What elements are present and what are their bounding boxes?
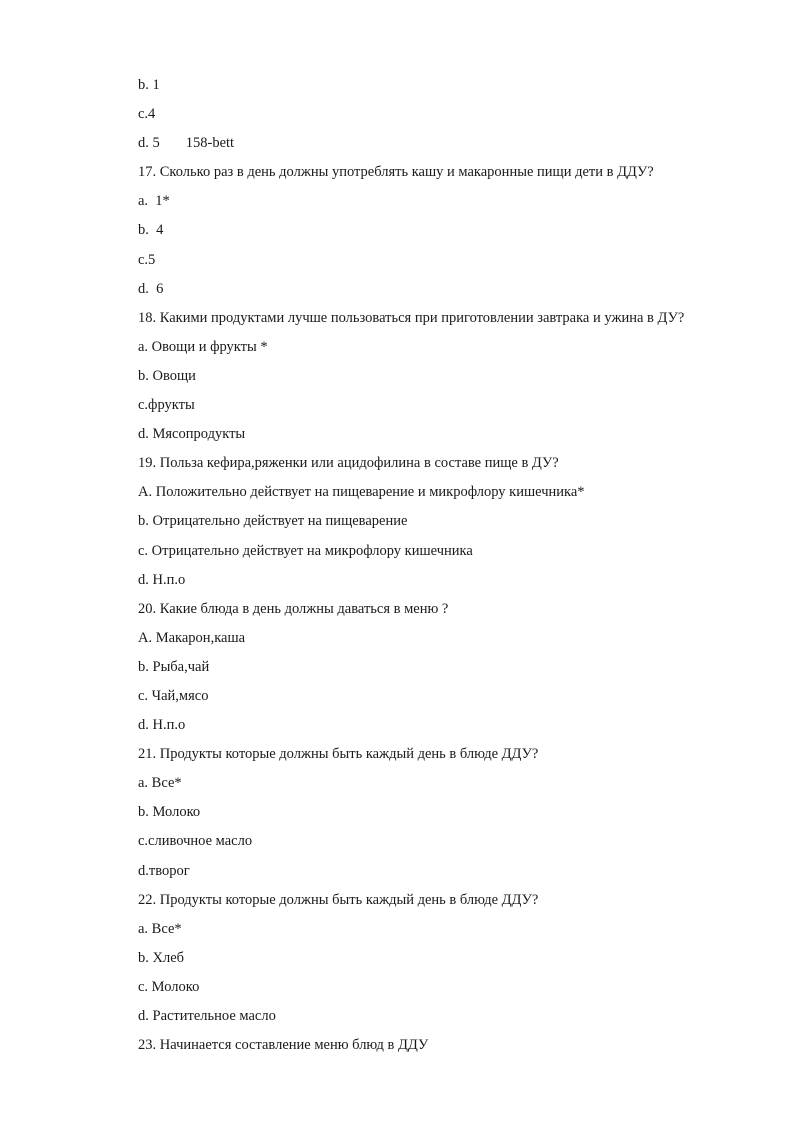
option-line: d. 6	[138, 280, 164, 297]
question-line: 17. Сколько раз в день должны употреблять кашу и макаронные пищи дети в ДДУ?	[138, 164, 654, 181]
page-note: 158-bett	[185, 135, 235, 152]
option-line: c. Чай,мясо	[138, 687, 209, 704]
option-line: d. Мясопродукты	[138, 426, 246, 443]
option-line: b. Рыба,чай	[138, 658, 210, 675]
question-line: 23. Начинается составление меню блюд в ДДУ	[138, 1037, 429, 1054]
document-body	[138, 75, 778, 1064]
option-line: b. 4	[138, 222, 164, 239]
option-line: c.4	[138, 106, 156, 123]
option-line: d. Н.п.о	[138, 571, 186, 588]
option-line: c.сливочное масло	[138, 833, 253, 850]
option-line: b. Молоко	[138, 804, 201, 821]
option-line: d.творог	[138, 862, 190, 879]
option-line: d. Н.п.о	[138, 717, 186, 734]
option-line: a. Овощи и фрукты *	[138, 338, 268, 355]
question-line: 22. Продукты которые должны быть каждый день в блюде ДДУ?	[138, 891, 539, 908]
option-line: b. 1	[138, 77, 160, 93]
option-line: a. Все*	[138, 920, 182, 937]
option-line: a. Все*	[138, 775, 182, 792]
option-line: c.фрукты	[138, 397, 195, 414]
option-line: a. 1*	[138, 193, 170, 210]
question-line: 18. Какими продуктами лучше пользоваться при приготовлении завтрака и ужина в ДУ?	[138, 309, 685, 326]
option-line-with-note	[138, 133, 778, 162]
option-line: A. Положительно действует на пищеварение и микрофлору кишечника*	[138, 484, 585, 501]
question-line: 21. Продукты которые должны быть каждый день в блюде ДДУ?	[138, 746, 539, 763]
option-line: d. Растительное масло	[138, 1008, 276, 1024]
option-line: c. Молоко	[138, 978, 200, 995]
option-line: c. Отрицательно действует на микрофлору кишечника	[138, 542, 473, 559]
question-line: 19. Польза кефира,ряженки или ацидофилина в составе пище в ДУ?	[138, 455, 559, 472]
option-line: A. Макарон,каша	[138, 629, 246, 646]
question-line: 20. Какие блюда в день должны даваться в меню ?	[138, 600, 449, 617]
option-text: d. 5	[138, 135, 160, 152]
option-line: c.5	[138, 251, 156, 268]
option-line: b. Отрицательно действует на пищеварение	[138, 513, 408, 530]
option-line: b. Хлеб	[138, 949, 185, 966]
option-line: b. Овощи	[138, 367, 196, 384]
